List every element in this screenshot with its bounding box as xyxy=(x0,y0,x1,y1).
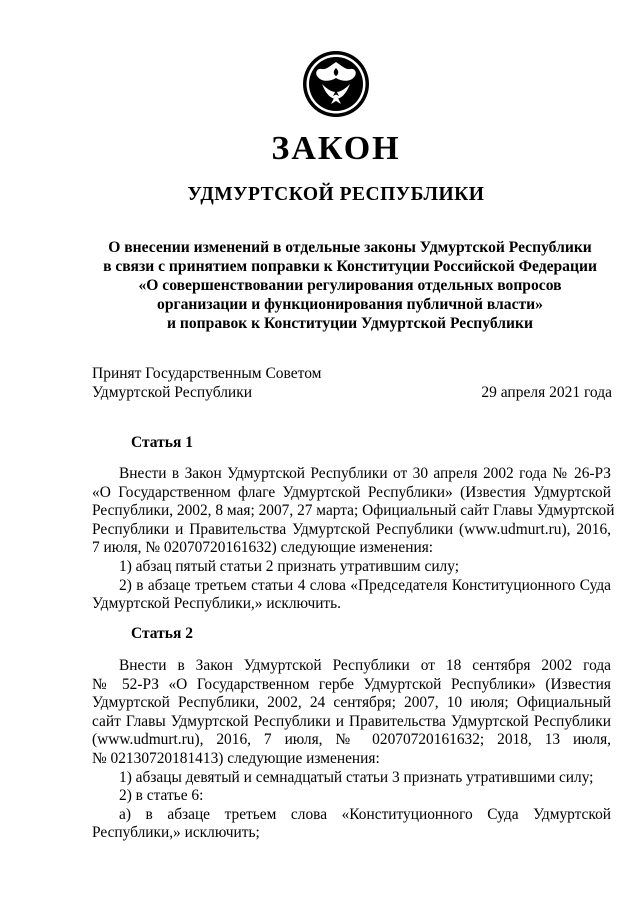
coat-of-arms-icon xyxy=(300,48,372,120)
text-line: Удмуртской Республики,» исключить. xyxy=(92,595,342,613)
law-heading xyxy=(82,238,618,333)
article-1-title: Статья 1 xyxy=(131,434,193,451)
document-subtitle: УДМУРТСКОЙ РЕСПУБЛИКИ xyxy=(187,184,485,205)
article-1-body xyxy=(92,465,615,614)
article-2-body xyxy=(92,657,611,843)
text-line: Удмуртской Республики, 2002, 24 сентября; 2007, 10 июля; Официальный xyxy=(92,694,611,712)
heading-line: «О совершенствовании регулирования отдельных вопросов xyxy=(138,277,562,294)
text-line: Внести в Закон Удмуртской Республики от 30 апреля 2002 года № 26-РЗ xyxy=(119,465,611,482)
adoption-block xyxy=(92,364,612,402)
text-line: № 02130720181413) следующие изменения: xyxy=(92,749,380,767)
text-line: 1) абзацы девятый и семнадцатый статьи 3 признать утратившими силу; xyxy=(119,768,594,786)
text-line: «О Государственном флаге Удмуртской Республики» (Известия Удмуртской xyxy=(92,483,611,501)
heading-line: организации и функционирования публичной власти» xyxy=(157,296,543,313)
text-line: а) в абзаце третьем слова «Конституционного Суда Удмуртской xyxy=(119,805,611,823)
article-2-title: Статья 2 xyxy=(131,625,193,642)
text-line: 2) в абзаце третьем статьи 4 слова «Председателя Конституционного Суда xyxy=(119,576,611,594)
heading-line: в связи с принятием поправки к Конституции Российской Федерации xyxy=(103,258,597,275)
text-line: 7 июля, № 02070720161632) следующие изменения: xyxy=(92,539,434,557)
text-line: Республики,» исключить; xyxy=(92,824,260,842)
adoption-date: 29 апреля 2021 года xyxy=(481,384,612,401)
heading-line: О внесении изменений в отдельные законы Удмуртской Республики xyxy=(108,239,592,256)
text-line: Республики, 2002, 8 мая; 2007, 27 марта; Официальный сайт Главы Удмуртской xyxy=(92,502,615,520)
text-line: 1) абзац пятый статьи 2 признать утратившим силу; xyxy=(119,557,460,575)
text-line: Внести в Закон Удмуртской Республики от 18 сентября 2002 года xyxy=(119,657,611,674)
text-line: Республики и Правительства Удмуртской Республики (www.udmurt.ru), 2016, xyxy=(92,520,611,538)
adopted-by-line: Удмуртской Республики xyxy=(92,384,253,401)
text-line: 2) в статье 6: xyxy=(119,787,204,805)
document-title: ЗАКОН xyxy=(271,130,401,167)
heading-line: и поправок к Конституции Удмуртской Республики xyxy=(167,315,533,332)
text-line: (www.udmurt.ru), 2016, 7 июля, № 02070720161632; 2018, 13 июля, xyxy=(92,731,611,749)
adopted-by-line: Принят Государственным Советом xyxy=(92,365,322,382)
text-line: № 52-РЗ «О Государственном гербе Удмуртской Республики» (Известия xyxy=(92,675,611,693)
text-line: сайт Главы Удмуртской Республики и Правительства Удмуртской Республики xyxy=(92,712,611,730)
